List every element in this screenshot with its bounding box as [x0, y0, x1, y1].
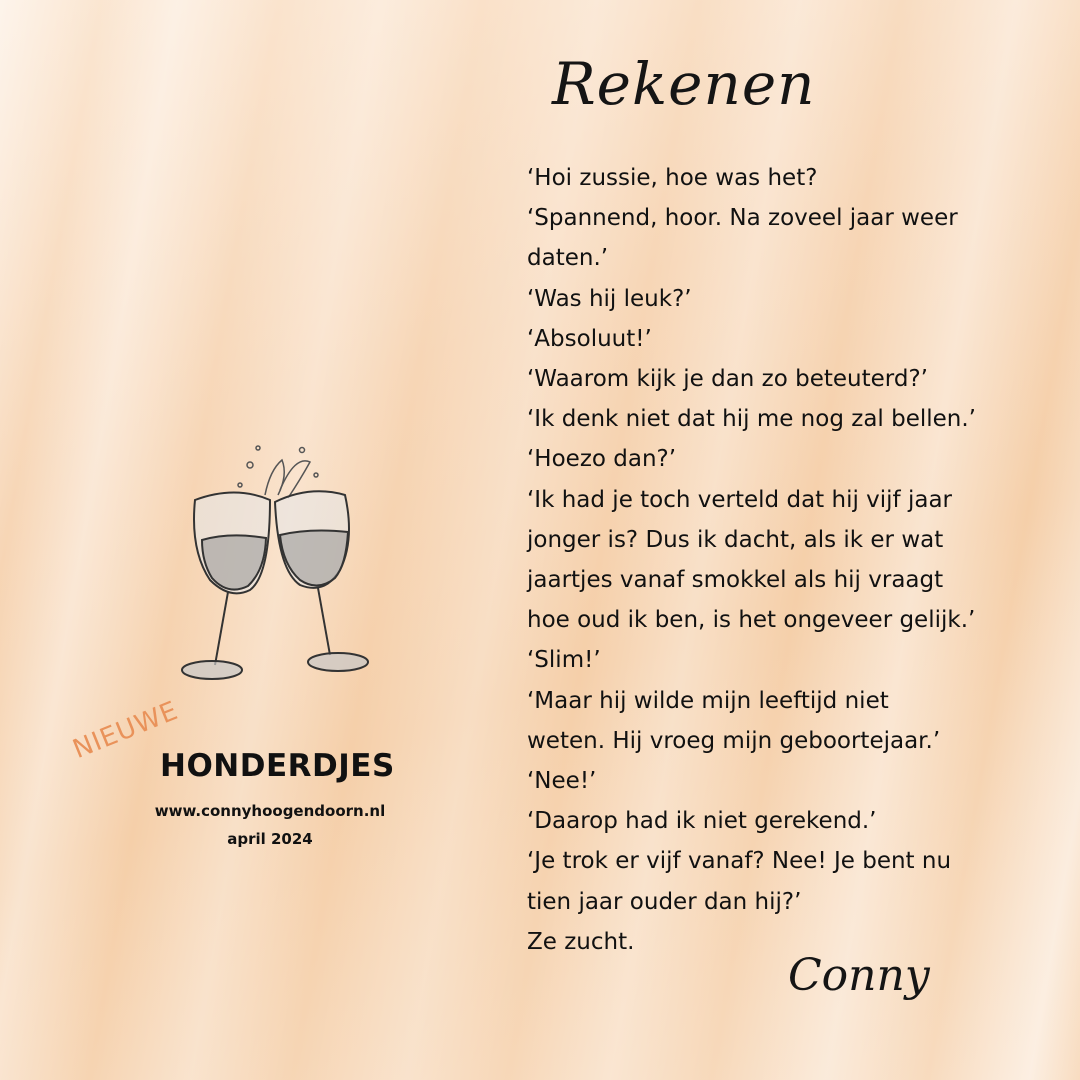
wine-glasses-icon	[170, 440, 380, 690]
poem-line: ‘Hoezo dan?’	[527, 446, 677, 473]
poem-line: ‘Waarom kijk je dan zo beteuterd?’	[527, 366, 928, 393]
poem-line: ‘Was hij leuk?’	[527, 285, 692, 312]
poem-line: ‘Hoi zussie, hoe was het?	[527, 165, 818, 191]
honderdjes-label: HONDERDJES	[160, 748, 395, 784]
poem-line: ‘Maar hij wilde mijn leeftijd niet	[527, 687, 889, 714]
poem-line: tien jaar ouder dan hij?’	[527, 888, 802, 915]
poem-line: ‘Je trok er vijf vanaf? Nee! Je bent nu	[527, 848, 952, 875]
nieuwe-label: NIEUWE	[68, 695, 183, 765]
poem-line: ‘Slim!’	[527, 647, 601, 674]
publication-date: april 2024	[227, 830, 313, 848]
website-text: www.connyhoogendoorn.nl	[154, 802, 386, 820]
poem-line: ‘Absoluut!’	[527, 325, 652, 352]
poem-line: ‘Nee!’	[527, 768, 597, 795]
poem-text	[527, 158, 1047, 962]
poem-line: ‘Ik denk niet dat hij me nog zal bellen.’	[527, 406, 976, 433]
poem-line: weten. Hij vroeg mijn geboortejaar.’	[527, 727, 941, 754]
author-signature: Conny	[788, 950, 930, 1001]
poem-line: ‘Daarop had ik niet gerekend.’	[527, 808, 877, 835]
poem-line: daten.’	[527, 245, 609, 272]
poem-line: jonger is? Dus ik dacht, als ik er wat	[527, 526, 944, 553]
poem-line: ‘Spannend, hoor. Na zoveel jaar weer	[527, 205, 958, 232]
poem-line: hoe oud ik ben, is het ongeveer gelijk.’	[527, 607, 976, 634]
story-title: Rekenen	[552, 50, 816, 118]
poem-line: Ze zucht.	[527, 928, 635, 955]
poem-line: ‘Ik had je toch verteld dat hij vijf jaar	[527, 486, 952, 513]
poem-line: jaartjes vanaf smokkel als hij vraagt	[527, 567, 944, 594]
